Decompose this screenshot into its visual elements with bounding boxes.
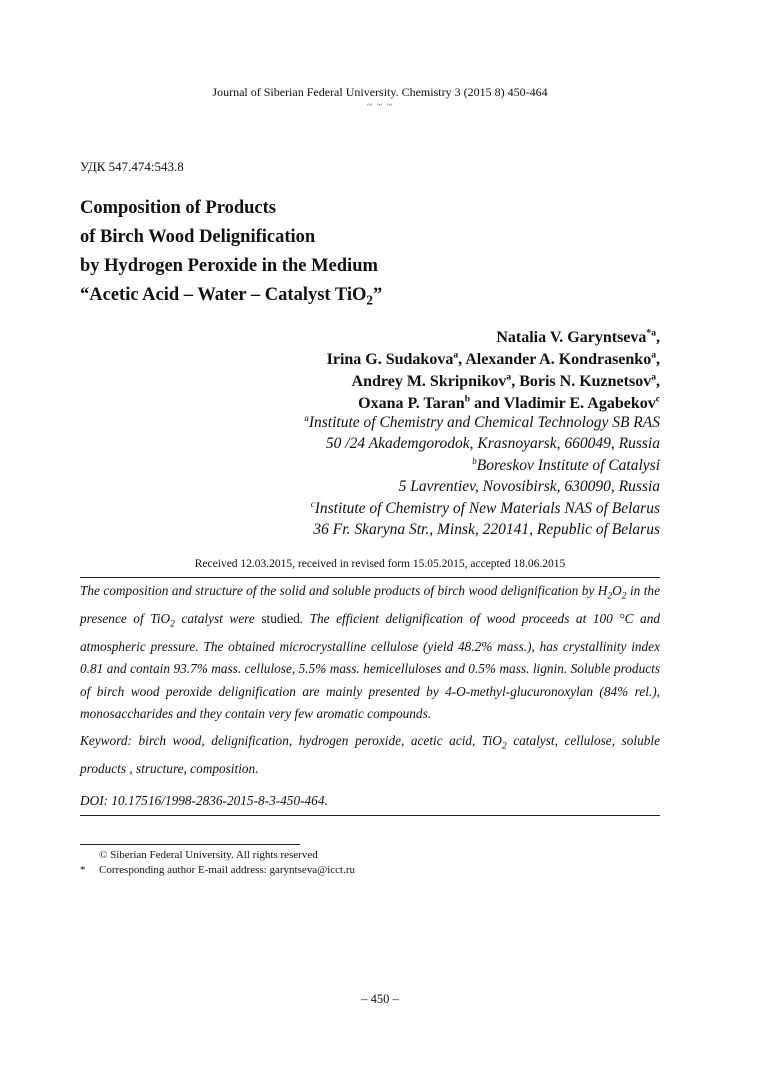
- affiliation-b-line-2: 5 Lavrentiev, Novosibirsk, 630090, Russia: [398, 478, 660, 496]
- affiliation-a-line-2: 50 /24 Akademgorodok, Krasnoyarsk, 660049, Russia: [325, 435, 660, 453]
- udk-code: УДК 547.474:543.8: [80, 159, 184, 174]
- journal-header: Journal of Siberian Federal University. Chemistry 3 (2015 8) 450-464: [212, 85, 548, 99]
- keywords-text: Keyword: birch wood, delignification, hydrogen peroxide, acetic acid, TiO$_2$ catalyst, cellulose, soluble products , structure, composition.: [80, 733, 660, 776]
- received-dates: Received 12.03.2015, received in revised form 15.05.2015, accepted 18.06.2015: [194, 558, 566, 570]
- page-number: – 450 –: [361, 992, 399, 1006]
- article-title: [80, 194, 640, 315]
- doi-text: DOI: 10.17516/1998-2836-2015-8-3-450-464.: [80, 793, 328, 808]
- affiliation-c-line-1: $^c$Institute of Chemistry of New Materials NAS of Belarus: [310, 498, 660, 517]
- author-name: Boris N. Kuznetsov: [519, 373, 652, 390]
- author-name: Oxana P. Taran: [358, 395, 465, 412]
- affiliation-b-line-1: $^b$Boreskov Institute of Catalysi: [472, 455, 660, 474]
- title-line-4: “Acetic Acid – Water – Catalyst TiO$_2$”: [80, 285, 383, 308]
- abstract-text: The composition and structure of the solid and soluble products of birch wood delignification by $H_2O_2$ in the presence of TiO$_2$ catalyst were studied. The efficient delignification of wood proceeds at 100 °C and atmospheric pressure. The obtained microcrystalline cellulose (yield 48.2% mass.), has crystallinity index 0.81 and contain 93.7% mass. cellulose, 5.5% mass. hemicelluloses and 0.5% mass. lignin. Soluble products of birch wood peroxide delignification are mainly presented by 4-O-methyl-glucuronoxylan (84% rel.), monosaccharides and they contain very few aromatic compounds.: [80, 583, 660, 721]
- title-line-2: of Birch Wood Delignification: [80, 227, 316, 247]
- author-line-2: Irina G. Sudakova$^a$, Alexander A. Kondrasenko$^a$,: [326, 349, 660, 368]
- author-name: Vladimir E. Agabekov: [503, 395, 656, 412]
- author-list: [327, 327, 660, 415]
- title-line-3: by Hydrogen Peroxide in the Medium: [80, 256, 378, 276]
- abstract-top-rule: [80, 577, 660, 578]
- author-name: Andrey M. Skripnikov: [351, 373, 507, 390]
- footnote-copyright: © Siberian Federal University. All rights reserved: [99, 849, 318, 861]
- author-name: Natalia V. Garyntseva: [496, 329, 647, 346]
- author-line-4: Oxana P. Taran$^b$ and Vladimir E. Agabekov$^c$: [358, 393, 660, 412]
- affiliation-list: [304, 412, 660, 540]
- footnote-rule: [80, 844, 300, 845]
- author-name: Irina G. Sudakova: [326, 351, 454, 368]
- affiliation-c-line-2: 36 Fr. Skaryna Str., Minsk, 220141, Republic of Belarus: [313, 521, 660, 539]
- footnote-corresponding: * Corresponding author E-mail address: garyntseva@icct.ru: [80, 864, 356, 876]
- author-line-3: Andrey M. Skripnikov$^a$, Boris N. Kuznetsov$^a$,: [351, 371, 660, 390]
- author-line-1: Natalia V. Garyntseva$^{*a}$,: [496, 327, 660, 346]
- abstract-bottom-rule: [80, 815, 660, 816]
- affiliation-a-line-1: $^a$Institute of Chemistry and Chemical Technology SB RAS: [304, 412, 660, 431]
- author-name: Alexander A. Kondrasenko: [465, 351, 652, 368]
- header-ornament: ~ ~ ~: [366, 100, 394, 111]
- title-line-1: Composition of Products: [80, 198, 276, 218]
